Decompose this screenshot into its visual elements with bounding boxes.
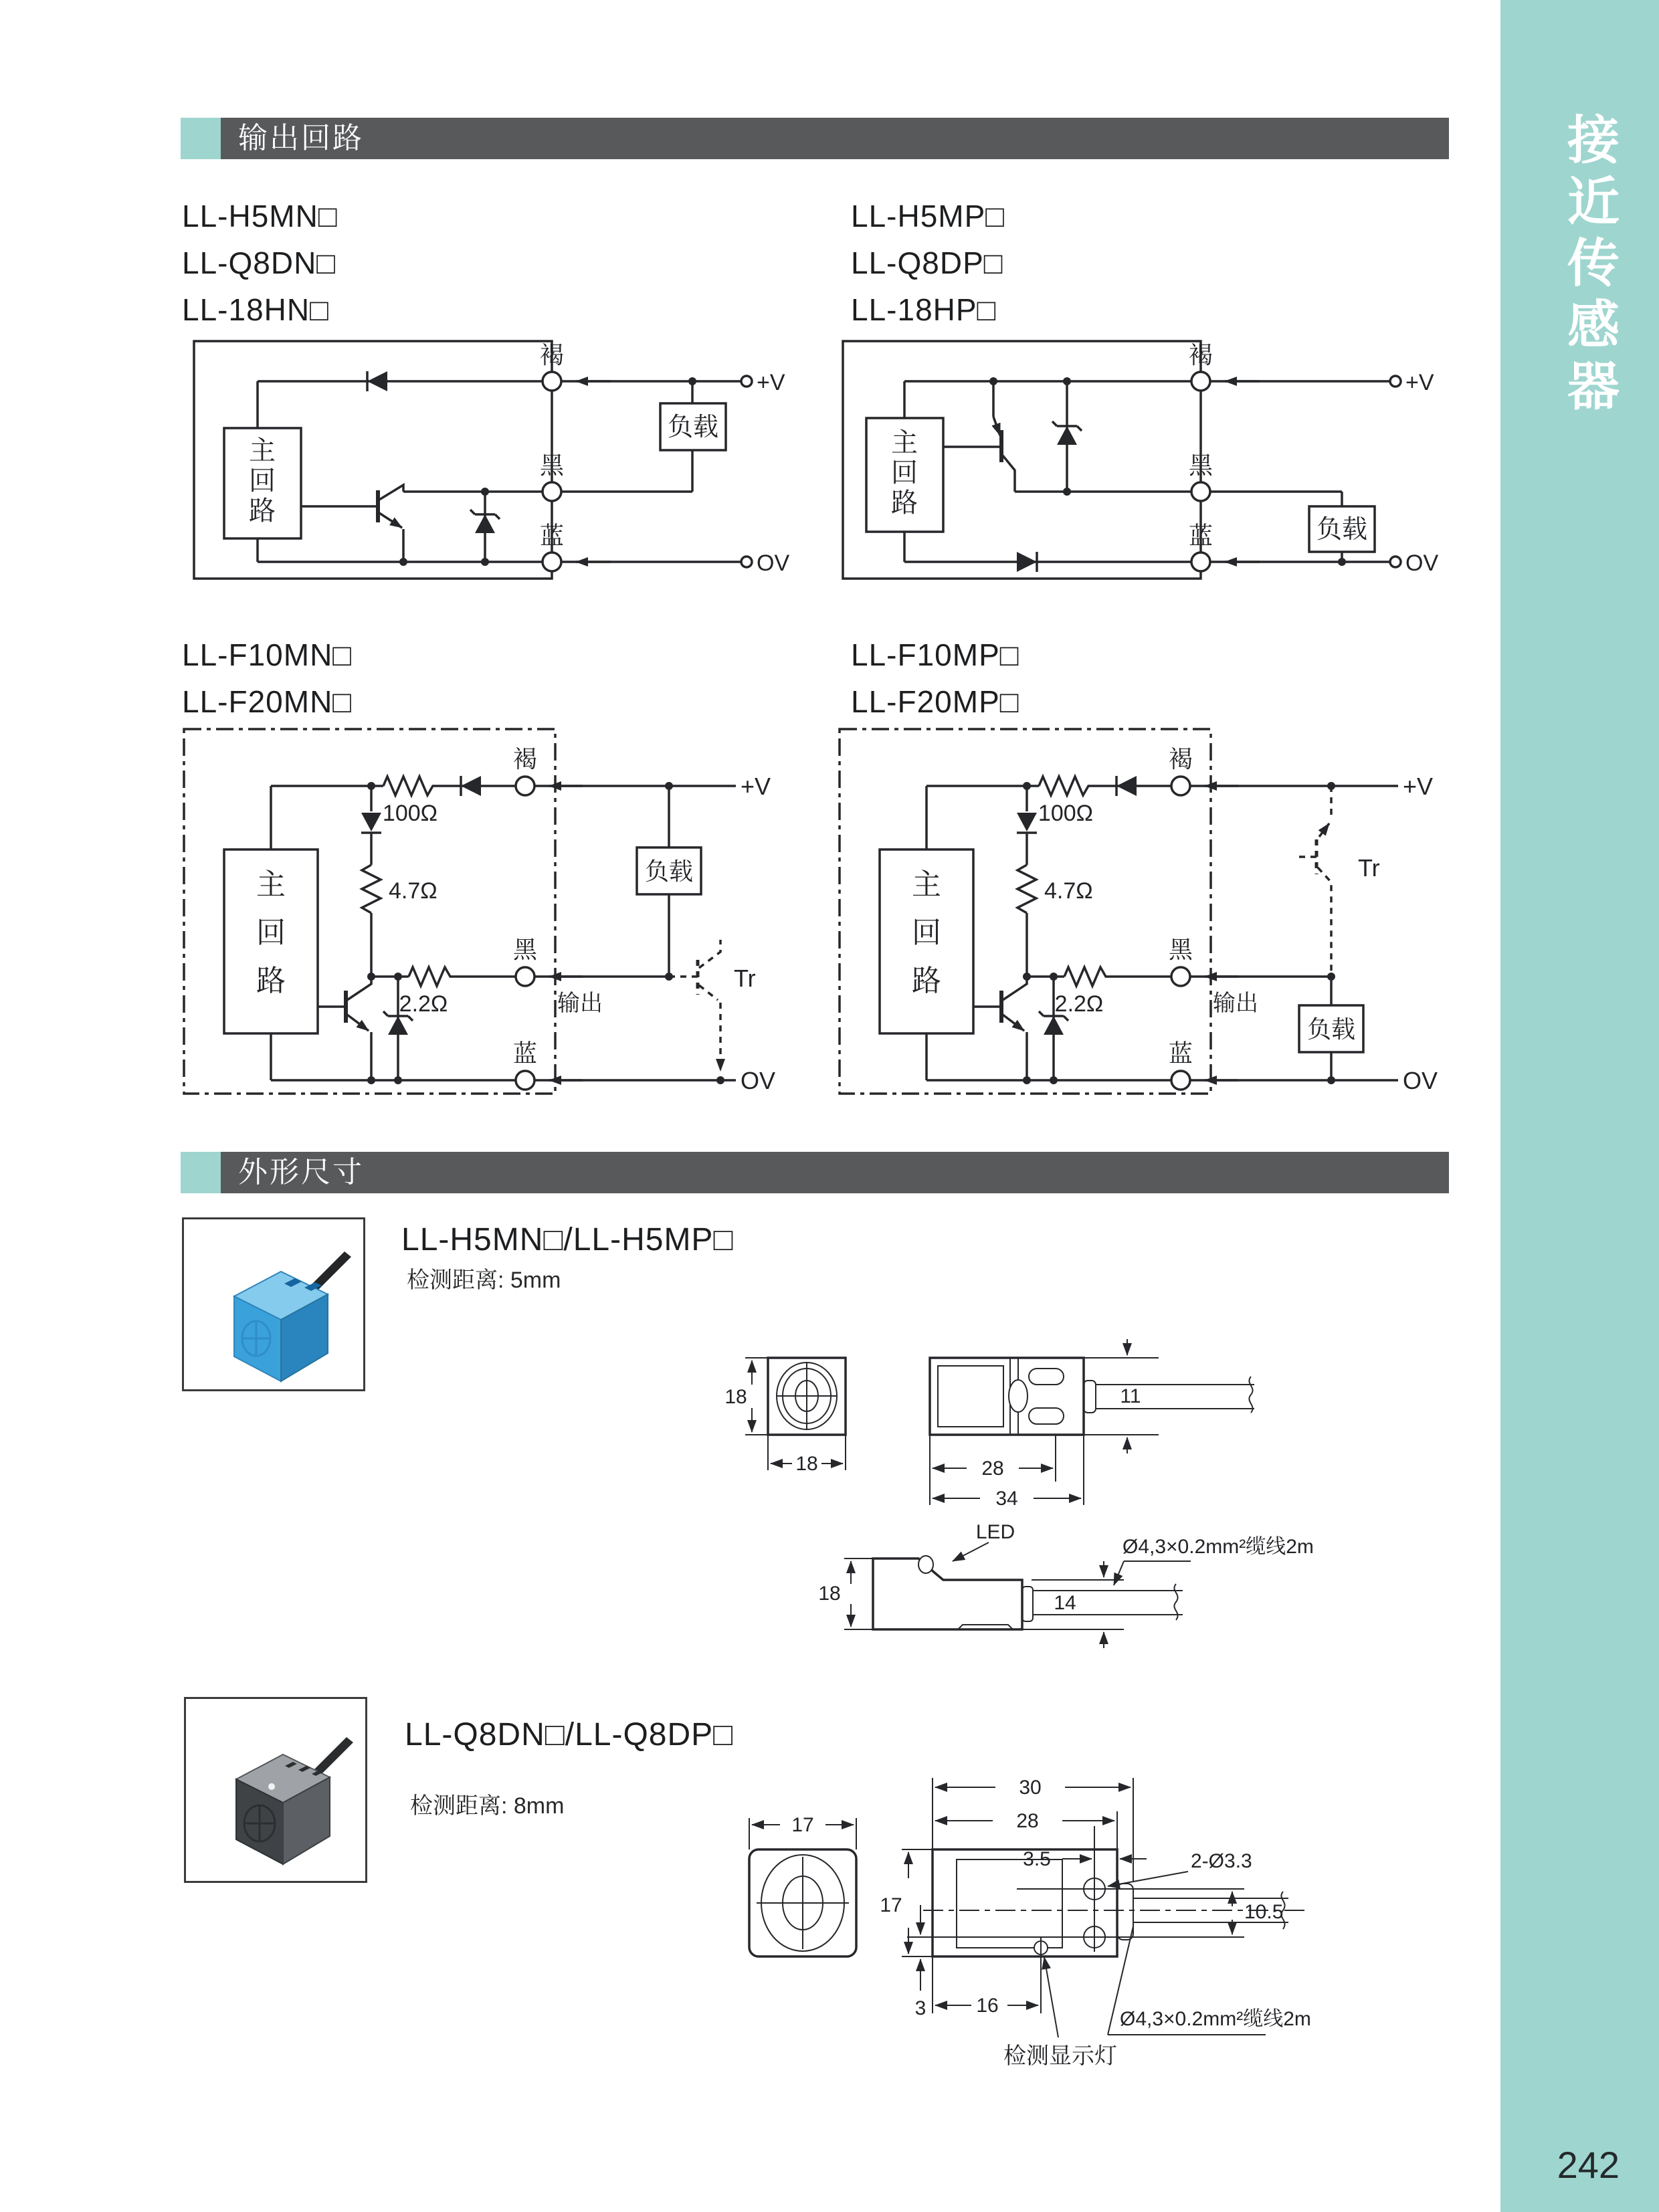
q8-detection-distance: 检测距离: 8mm: [410, 1793, 565, 1819]
resistor-47-label: 4.7Ω: [1044, 878, 1093, 904]
circuit-diagram-npn-basic: [177, 331, 790, 589]
q8-product-photo-frame: [184, 1697, 367, 1883]
q8-dimension-drawing: [722, 1726, 1391, 2087]
tr-label: Tr: [734, 965, 756, 992]
resistor-47: [362, 865, 381, 913]
h5-side-view: [930, 1358, 1254, 1435]
dim-total-length: 34: [995, 1488, 1018, 1510]
zener-diode: [1052, 381, 1082, 492]
model-group-pnp-f: [851, 631, 1019, 725]
indicator-label: 检测显示灯: [1003, 2043, 1117, 2069]
load-label: 负载: [667, 413, 719, 441]
wire-label-blue: 蓝: [1188, 522, 1213, 549]
wire-label-black: 黑: [539, 451, 565, 479]
model-label: LL-F20MN□: [182, 684, 353, 719]
main-circuit-char: 路: [891, 488, 918, 518]
h5-dim-title: LL-H5MN□/LL-H5MP□: [401, 1222, 734, 1258]
page-number: 242: [1557, 2144, 1620, 2186]
dim-total-length: 30: [1019, 1777, 1042, 1799]
vzero-label: OV: [757, 550, 790, 576]
main-circuit-char: 路: [912, 965, 941, 997]
tr-transistor-dashed: [669, 940, 756, 1071]
terminal-brown: [543, 372, 561, 391]
terminal-blue: [516, 1071, 534, 1090]
main-circuit-char: 主: [256, 868, 286, 901]
q8-dim-title: LL-Q8DN□/LL-Q8DP□: [405, 1717, 734, 1752]
dim-cable-offset: 14: [1054, 1592, 1076, 1614]
model-label: LL-F10MP□: [851, 637, 1019, 672]
load-box: [637, 847, 701, 894]
terminal-brown: [1191, 372, 1210, 391]
terminal-blue: [1191, 552, 1210, 571]
resistor-100: [1039, 777, 1092, 795]
diode: [1017, 552, 1037, 572]
resistor-22-label: 2.2Ω: [1054, 991, 1104, 1017]
zener-diode: [470, 492, 500, 562]
terminal-black: [516, 967, 534, 986]
load-box: [1309, 506, 1375, 552]
output-label: 输出: [1213, 991, 1258, 1016]
terminal-black: [1191, 482, 1210, 501]
terminal-brown: [516, 777, 534, 795]
dim-front-width: 18: [795, 1453, 818, 1475]
wire-label-black: 黑: [1188, 451, 1213, 479]
model-label: LL-18HP□: [851, 292, 997, 327]
load-label: 负载: [1306, 1015, 1356, 1043]
q8-front-view: [749, 1849, 856, 1956]
diode: [1017, 813, 1037, 831]
section1-title: 输出回路: [238, 122, 364, 155]
load-box: [1299, 1005, 1363, 1052]
model-group-npn-f: [182, 631, 352, 725]
terminal-blue: [1171, 1071, 1190, 1090]
resistor-22: [409, 967, 454, 986]
dim-indicator-x: 16: [976, 1995, 999, 2017]
load-label: 负载: [644, 858, 694, 885]
main-circuit-char: 主: [249, 436, 276, 466]
vzero-label: OV: [1403, 1067, 1438, 1094]
main-circuit-box: [224, 428, 301, 538]
tr-label: Tr: [1358, 854, 1380, 882]
main-circuit-char: 路: [249, 496, 276, 526]
wire-label-blue: 蓝: [1168, 1039, 1193, 1067]
model-label: LL-18HN□: [182, 292, 329, 327]
vplus-label: +V: [757, 370, 785, 395]
vplus-label: +V: [1405, 370, 1434, 395]
wire-label-blue: 蓝: [512, 1039, 538, 1067]
resistor-22-label: 2.2Ω: [399, 991, 448, 1017]
model-label: LL-Q8DN□: [182, 245, 336, 280]
load-box: [660, 403, 726, 450]
vzero-label: OV: [1405, 550, 1439, 576]
model-label: LL-F10MN□: [182, 637, 353, 672]
model-label: LL-Q8DP□: [851, 245, 1003, 280]
terminal-black: [543, 482, 561, 501]
diode: [361, 813, 381, 831]
wire-label-brown: 褐: [512, 745, 538, 773]
tr-transistor-dashed: [1294, 786, 1380, 973]
main-circuit-char: 主: [891, 428, 918, 458]
h5-product-photo: [184, 1219, 363, 1389]
vzero-label: OV: [741, 1067, 776, 1094]
dim-front-width: 17: [791, 1814, 814, 1836]
diode: [1116, 776, 1137, 796]
dim-bottom-offset: 3: [914, 1997, 926, 2019]
wire-label-black: 黑: [1168, 936, 1193, 963]
circuit-diagram-npn-f: [171, 719, 776, 1104]
wire-label-brown: 褐: [1168, 745, 1193, 773]
model-group-npn-basic: [182, 193, 338, 333]
h5-front-view: [768, 1358, 846, 1435]
main-circuit-box: [880, 849, 973, 1033]
wire-label-black: 黑: [512, 936, 538, 963]
dim-front-height: 18: [724, 1386, 747, 1408]
resistor-47-label: 4.7Ω: [389, 878, 437, 904]
main-circuit-char: 回: [912, 916, 941, 949]
terminal-black: [1171, 967, 1190, 986]
pnp-transistor: [943, 381, 1015, 492]
model-group-pnp-basic: [851, 193, 1005, 333]
resistor-100-label: 100Ω: [1038, 801, 1094, 826]
model-label: LL-H5MN□: [182, 199, 338, 233]
q8-cable-note: Ø4,3×0.2mm²缆线2m: [1120, 2008, 1311, 2030]
circuit-diagram-pnp-basic: [826, 331, 1439, 589]
circuit-diagram-pnp-f: [826, 719, 1438, 1104]
vplus-label: +V: [1403, 773, 1434, 800]
q8-product-photo: [186, 1699, 365, 1881]
resistor-100-label: 100Ω: [382, 801, 438, 826]
section2-title: 外形尺寸: [238, 1156, 364, 1189]
dim-slot: 11: [1120, 1385, 1141, 1407]
h5-cable-note: Ø4,3×0.2mm²缆线2m: [1123, 1536, 1314, 1558]
main-circuit-char: 回: [891, 458, 918, 488]
wire-label-blue: 蓝: [539, 522, 565, 549]
npn-transistor: [318, 977, 371, 1080]
dim-body-length: 28: [1016, 1810, 1039, 1832]
section1-accent-square: [181, 118, 221, 159]
section1-header-bar: [221, 118, 1449, 159]
wire-label-brown: 褐: [539, 341, 565, 369]
npn-transistor: [973, 977, 1027, 1080]
main-circuit-char: 路: [256, 965, 286, 997]
model-label: LL-F20MP□: [851, 684, 1019, 719]
main-circuit-char: 主: [912, 868, 941, 901]
resistor-100: [383, 777, 437, 795]
main-circuit-box: [866, 418, 943, 532]
terminal-blue: [543, 552, 561, 571]
resistor-22: [1064, 967, 1110, 986]
dim-body-length: 28: [981, 1457, 1004, 1480]
section2-accent-square: [181, 1152, 221, 1193]
dim-hole-edge: 3.5: [1023, 1848, 1051, 1870]
npn-transistor: [301, 485, 403, 562]
resistor-47: [1017, 865, 1036, 913]
diode: [367, 371, 387, 391]
vplus-label: +V: [741, 773, 771, 800]
h5-profile-view: [873, 1556, 1183, 1629]
load-label: 负载: [1316, 516, 1368, 544]
dim-side-height: 17: [880, 1894, 902, 1916]
dim-profile-height: 18: [818, 1583, 841, 1605]
main-circuit-char: 回: [256, 916, 286, 949]
sidebar-vertical-title: 接近传感器: [1560, 112, 1619, 420]
section2-header-bar: [221, 1152, 1449, 1193]
main-circuit-box: [224, 849, 318, 1033]
terminal-brown: [1171, 777, 1190, 795]
dim-holes: 2-Ø3.3: [1191, 1850, 1252, 1872]
h5-detection-distance: 检测距离: 5mm: [407, 1268, 561, 1293]
output-label: 输出: [557, 991, 603, 1016]
wire-label-brown: 褐: [1188, 341, 1213, 369]
main-circuit-char: 回: [249, 466, 276, 496]
h5-dimension-drawing: [722, 1338, 1325, 1632]
model-label: LL-H5MP□: [851, 199, 1005, 233]
diode: [461, 776, 481, 796]
led-label: LED: [975, 1521, 1015, 1543]
dim-hole-pitch: 10.5: [1244, 1901, 1284, 1923]
h5-product-photo-frame: [182, 1217, 365, 1391]
